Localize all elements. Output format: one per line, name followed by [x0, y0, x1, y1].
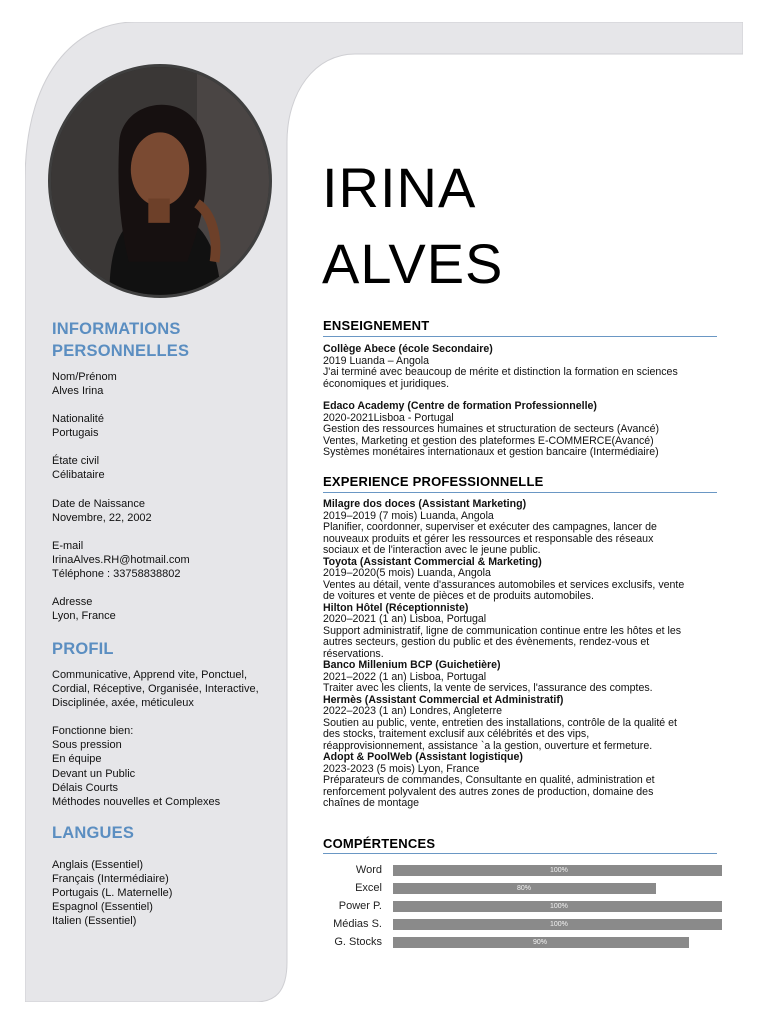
- section-divider: [323, 853, 717, 854]
- skill-percent-label: 100%: [550, 921, 568, 928]
- info-heading-line1: INFORMATIONS: [52, 320, 181, 338]
- skill-bar: [393, 901, 722, 912]
- field-value-email: IrinaAlves.RH@hotmail.com: [52, 554, 190, 566]
- education-title: Edaco Academy (Centre de formation Professionnelle): [323, 400, 597, 412]
- job-line: 2023-2023 (5 mois) Lyon, France: [323, 762, 480, 775]
- skill-bar: [393, 865, 722, 876]
- fonctionne-item: Délais Courts: [52, 782, 119, 794]
- field-label-address: Adresse: [52, 596, 93, 608]
- skill-label: G. Stocks: [334, 936, 382, 948]
- profil-line: Disciplinée, axée, méticuleux: [52, 697, 194, 709]
- job-title: Toyota (Assistant Commercial & Marketing): [323, 555, 542, 568]
- profil-heading: PROFIL: [52, 640, 114, 658]
- last-name: ALVES: [322, 232, 504, 295]
- job-line: autres secteurs, gestion du public et des évènements, rendez-vous et: [323, 636, 650, 648]
- job-line: Planifier, coordonner, superviser et exécuter des campagnes, lancer de: [323, 521, 657, 533]
- education-line: Gestion des ressources humaines et structuration de secteurs (Avancé): [323, 423, 660, 435]
- fonctionne-item: Devant un Public: [52, 768, 136, 780]
- education-line: économiques et juridiques.: [323, 377, 450, 390]
- info-heading-line2: PERSONNELLES: [52, 342, 190, 360]
- job-title: Banco Millenium BCP (Guichetière): [323, 659, 501, 671]
- portrait-image: [51, 67, 269, 295]
- langue-item: Anglais (Essentiel): [52, 859, 144, 871]
- job-line: nouveaux produits et gérer les ressources et responsable des réseaux: [323, 532, 654, 545]
- field-value-name: Alves Irina: [52, 385, 104, 397]
- job-line: sociaux et de l'interaction avec le jeune public.: [323, 544, 541, 556]
- field-value-phone: Téléphone : 33758838802: [52, 568, 181, 580]
- education-title: Collège Abece (école Secondaire): [323, 343, 493, 355]
- first-name: IRINA: [322, 156, 477, 219]
- job-title: Adopt & PoolWeb (Assistant logistique): [323, 751, 523, 763]
- job-line: des stocks, traitement exclusif aux célébrités et des vips,: [323, 728, 590, 740]
- skill-label: Word: [355, 864, 382, 876]
- fonctionne-item: Sous pression: [52, 739, 122, 751]
- job-line: réapprovisionnement, assistance `a la gestion, ouverture et fermeture.: [323, 739, 653, 752]
- job-line: réservations.: [323, 647, 384, 660]
- job-line: chaînes de montage: [323, 797, 420, 809]
- field-label-birthdate: Date de Naissance: [52, 498, 145, 510]
- skill-percent-label: 100%: [550, 903, 568, 910]
- job-line: 2019–2020(5 mois) Luanda, Angola: [323, 567, 491, 579]
- job-title: Hilton Hôtel (Réceptionniste): [323, 601, 469, 614]
- langue-item: Français (Intermédiaire): [52, 873, 169, 885]
- education-line: J'ai terminé avec beaucoup de mérite et distinction la formation en sciences: [323, 366, 678, 378]
- job-line: 2019–2019 (7 mois) Luanda, Angola: [323, 509, 494, 522]
- job-line: 2021–2022 (1 an) Lisboa, Portugal: [323, 670, 487, 683]
- job-title: Milagre dos doces (Assistant Marketing): [323, 498, 527, 510]
- skill-bar: [393, 937, 689, 948]
- skill-percent-label: 90%: [533, 939, 548, 946]
- job-line: 2022–2023 (1 an) Londres, Angleterre: [323, 705, 503, 717]
- skill-bar: [393, 883, 656, 894]
- enseignement-heading: ENSEIGNEMENT: [323, 318, 430, 333]
- job-line: Soutien au public, vente, entretien des installations, contrôle de la qualité et: [323, 716, 677, 729]
- profile-photo: [48, 64, 272, 298]
- education-line: 2020-2021Lisboa - Portugal: [323, 411, 454, 424]
- field-label-nationality: Nationalité: [52, 413, 104, 425]
- field-label-civil-status: Étate civil: [52, 455, 100, 467]
- education-line: Ventes, Marketing et gestion des plateformes E-COMMERCE(Avancé): [323, 434, 654, 447]
- field-value-address: Lyon, France: [52, 610, 116, 622]
- experience-list: [323, 499, 723, 810]
- skill-label: Excel: [355, 882, 382, 894]
- field-label-name: Nom/Prénom: [52, 371, 117, 383]
- field-value-civil-status: Célibataire: [52, 469, 105, 481]
- fonctionne-item: Méthodes nouvelles et Complexes: [52, 796, 221, 808]
- section-divider: [323, 336, 717, 337]
- education-item: [323, 401, 723, 459]
- job-line: 2020–2021 (1 an) Lisboa, Portugal: [323, 613, 487, 625]
- job-line: Préparateurs de commandes, Consultante en qualité, administration et: [323, 774, 655, 786]
- skill-percent-label: 80%: [517, 885, 532, 892]
- competences-heading: COMPÉRTENCES: [323, 836, 436, 851]
- job-line: de voitures et vente de pièces et de produits automobiles.: [323, 590, 594, 602]
- job-line: Ventes au détail, vente d'assurances automobiles et services exclusifs, vente: [323, 578, 685, 591]
- education-line: Systèmes monétaires internationaux et gestion bancaire (Intermédiaire): [323, 446, 659, 458]
- field-value-birthdate: Novembre, 22, 2002: [52, 512, 152, 524]
- profil-line: Communicative, Apprend vite, Ponctuel,: [52, 669, 248, 681]
- experience-heading: EXPERIENCE PROFESSIONNELLE: [323, 474, 544, 489]
- job-line: Traiter avec les clients, la vente de services, l'assurance des comptes.: [323, 682, 653, 694]
- langues-heading: LANGUES: [52, 824, 135, 842]
- skill-label: Power P.: [338, 900, 382, 912]
- skill-label: Médias S.: [333, 918, 382, 930]
- section-divider: [323, 492, 717, 493]
- fonctionne-item: En équipe: [52, 753, 102, 765]
- education-line: 2019 Luanda – Angola: [323, 354, 430, 367]
- field-label-email: E-mail: [52, 540, 84, 552]
- job-line: Support administratif, ligne de communication continue entre les hôtes et les: [323, 624, 682, 637]
- field-value-nationality: Portugais: [52, 427, 99, 439]
- skill-percent-label: 100%: [550, 867, 568, 874]
- fonctionne-heading: Fonctionne bien:: [52, 725, 134, 737]
- langue-item: Portugais (L. Maternelle): [52, 887, 173, 899]
- job-line: renforcement polyvalent des autres zones de production, domaine des: [323, 785, 654, 798]
- job-title: Hermès (Assistant Commercial et Administratif): [323, 693, 564, 706]
- skill-bar: [393, 919, 722, 930]
- langue-item: Espagnol (Essentiel): [52, 901, 153, 913]
- profil-line: Cordial, Réceptive, Organisée, Interactive,: [52, 683, 259, 695]
- langue-item: Italien (Essentiel): [52, 915, 137, 927]
- education-item: [323, 344, 723, 390]
